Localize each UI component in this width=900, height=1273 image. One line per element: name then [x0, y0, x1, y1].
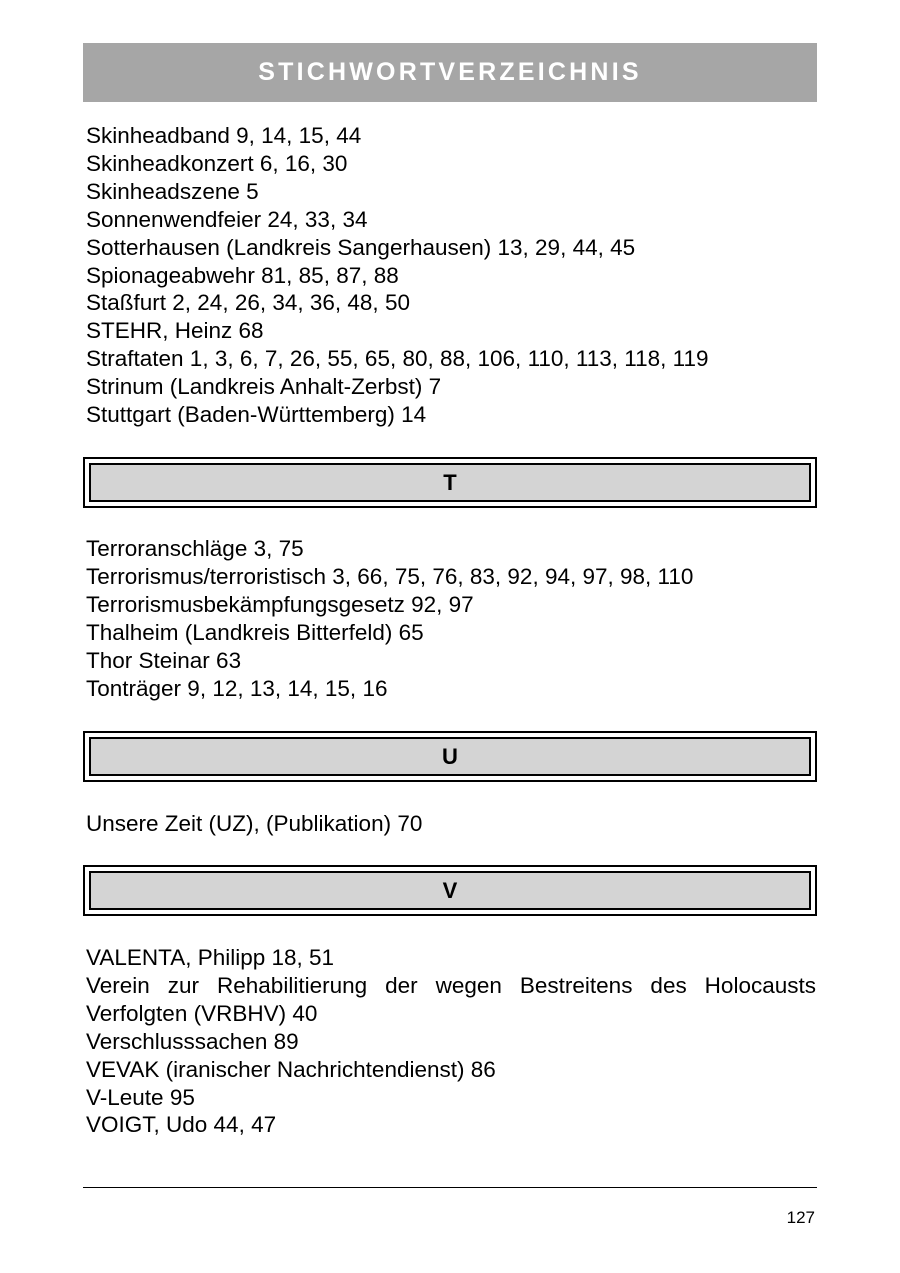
- index-entry: Thalheim (Landkreis Bitterfeld) 65: [86, 619, 424, 645]
- index-entry: Stuttgart (Baden-Württemberg) 14: [86, 402, 427, 428]
- index-entry: Unsere Zeit (UZ), (Publikation) 70: [86, 811, 423, 836]
- index-entry: Terrorismusbekämpfungsgesetz 92, 97: [86, 591, 474, 617]
- page-number: 127: [786, 1208, 815, 1227]
- section-letter-u: U: [89, 737, 811, 776]
- section-header-v: [83, 865, 817, 916]
- index-entry: Sotterhausen (Landkreis Sangerhausen) 13, 29, 44, 45: [86, 234, 636, 260]
- index-entry: Terrorismus/terroristisch 3, 66, 75, 76, 83, 92, 94, 97, 98, 110: [86, 563, 694, 589]
- index-entry: STEHR, Heinz 68: [86, 318, 264, 344]
- index-entry: VEVAK (iranischer Nachrichtendienst) 86: [86, 1056, 496, 1082]
- index-entry: Thor Steinar 63: [86, 647, 242, 673]
- index-title-banner: [83, 43, 817, 102]
- index-entry: Verschlusssachen 89: [86, 1028, 299, 1054]
- index-entry: Straftaten 1, 3, 6, 7, 26, 55, 65, 80, 88, 106, 110, 113, 118, 119: [86, 346, 709, 372]
- index-group-v: [86, 944, 816, 1139]
- index-entry: Strinum (Landkreis Anhalt-Zerbst) 7: [86, 374, 442, 400]
- index-group-u: [86, 810, 816, 838]
- index-entry: VALENTA, Philipp 18, 51: [86, 945, 335, 970]
- index-entry: Tonträger 9, 12, 13, 14, 15, 16: [86, 675, 388, 701]
- section-header-t: [83, 457, 817, 508]
- index-entry: Verein zur Rehabilitierung der wegen Bestreitens des Holocausts: [86, 972, 816, 998]
- index-entry: Skinheadkonzert 6, 16, 30: [86, 150, 348, 176]
- index-group-t: [86, 535, 816, 702]
- index-entry: V-Leute 95: [86, 1084, 195, 1110]
- index-entry: Terroranschläge 3, 75: [86, 536, 304, 561]
- index-entry: Skinheadband 9, 14, 15, 44: [86, 123, 362, 148]
- section-letter-t: T: [89, 463, 811, 502]
- index-entry: Spionageabwehr 81, 85, 87, 88: [86, 262, 399, 288]
- index-entry: Staßfurt 2, 24, 26, 34, 36, 48, 50: [86, 290, 410, 316]
- index-entry: Sonnenwendfeier 24, 33, 34: [86, 206, 368, 232]
- section-header-u: [83, 731, 817, 782]
- index-entry: VOIGT, Udo 44, 47: [86, 1112, 277, 1138]
- index-group-s: [86, 122, 816, 429]
- index-entry: Verfolgten (VRBHV) 40: [86, 1000, 318, 1026]
- section-letter-v: V: [89, 871, 811, 910]
- index-entry: Skinheadszene 5: [86, 178, 259, 204]
- index-title: STICHWORTVERZEICHNIS: [258, 58, 642, 86]
- footer-rule: [83, 1187, 817, 1188]
